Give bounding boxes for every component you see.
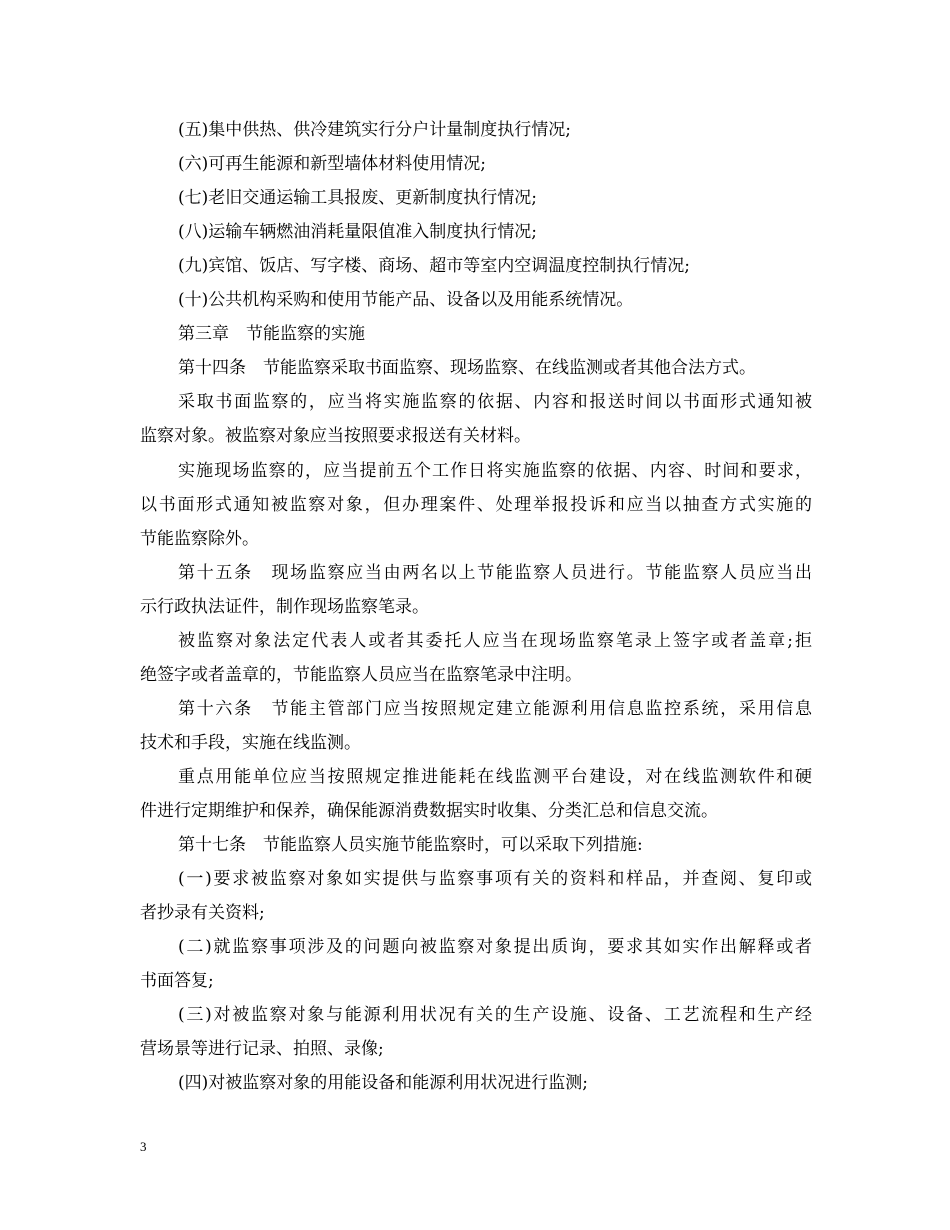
text-line: 营场景等进行记录、拍照、录像; [140,1039,384,1059]
text-line: 采取书面监察的，应当将实施监察的依据、内容和报送时间以书面形式通知被 [178,392,812,412]
page-number: 3 [140,1139,147,1154]
text-line: (九)宾馆、饭店、写字楼、商场、超市等室内空调温度控制执行情况; [178,256,690,276]
text-line: 监察对象。被监察对象应当按照要求报送有关材料。 [140,426,531,446]
text-line: (二)就监察事项涉及的问题向被监察对象提出质询，要求其如实作出解释或者 [178,937,812,957]
article-heading: 第十五条 现场监察应当由两名以上节能监察人员进行。节能监察人员应当出 [178,563,812,583]
text-line: (一)要求被监察对象如实提供与监察事项有关的资料和样品，并查阅、复印或 [178,869,812,889]
text-line: (四)对被监察对象的用能设备和能源利用状况进行监测; [178,1073,588,1093]
article-heading: 第十七条 节能监察人员实施节能监察时，可以采取下列措施: [178,835,643,855]
text-line: 节能监察除外。 [140,529,259,549]
text-line: 技术和手段，实施在线监测。 [140,733,361,753]
text-line: (七)老旧交通运输工具报废、更新制度执行情况; [178,188,537,208]
text-line: (三)对被监察对象与能源利用状况有关的生产设施、设备、工艺流程和生产经 [178,1005,812,1025]
text-line: 实施现场监察的，应当提前五个工作日将实施监察的依据、内容、时间和要求， [178,461,812,481]
text-line: (五)集中供热、供冷建筑实行分户计量制度执行情况; [178,120,571,140]
text-line: 示行政执法证件，制作现场监察笔录。 [140,597,429,617]
chapter-heading: 第三章 节能监察的实施 [178,324,365,344]
text-line: 重点用能单位应当按照规定推进能耗在线监测平台建设，对在线监测软件和硬 [178,767,812,787]
text-line: 者抄录有关资料; [140,903,265,923]
text-line: 绝签字或者盖章的，节能监察人员应当在监察笔录中注明。 [140,665,582,685]
article-heading: 第十四条 节能监察采取书面监察、现场监察、在线监测或者其他合法方式。 [178,358,756,378]
text-line: (八)运输车辆燃油消耗量限值准入制度执行情况; [178,222,537,242]
text-line: (十)公共机构采购和使用节能产品、设备以及用能系统情况。 [178,290,634,310]
text-line: (六)可再生能源和新型墙体材料使用情况; [178,154,486,174]
text-line: 书面答复; [140,971,214,991]
text-line: 件进行定期维护和保养，确保能源消费数据实时收集、分类汇总和信息交流。 [140,801,718,821]
article-heading: 第十六条 节能主管部门应当按照规定建立能源利用信息监控系统，采用信息 [178,699,812,719]
text-line: 以书面形式通知被监察对象，但办理案件、处理举报投诉和应当以抽查方式实施的 [140,495,812,515]
text-line: 被监察对象法定代表人或者其委托人应当在现场监察笔录上签字或者盖章;拒 [178,631,812,651]
